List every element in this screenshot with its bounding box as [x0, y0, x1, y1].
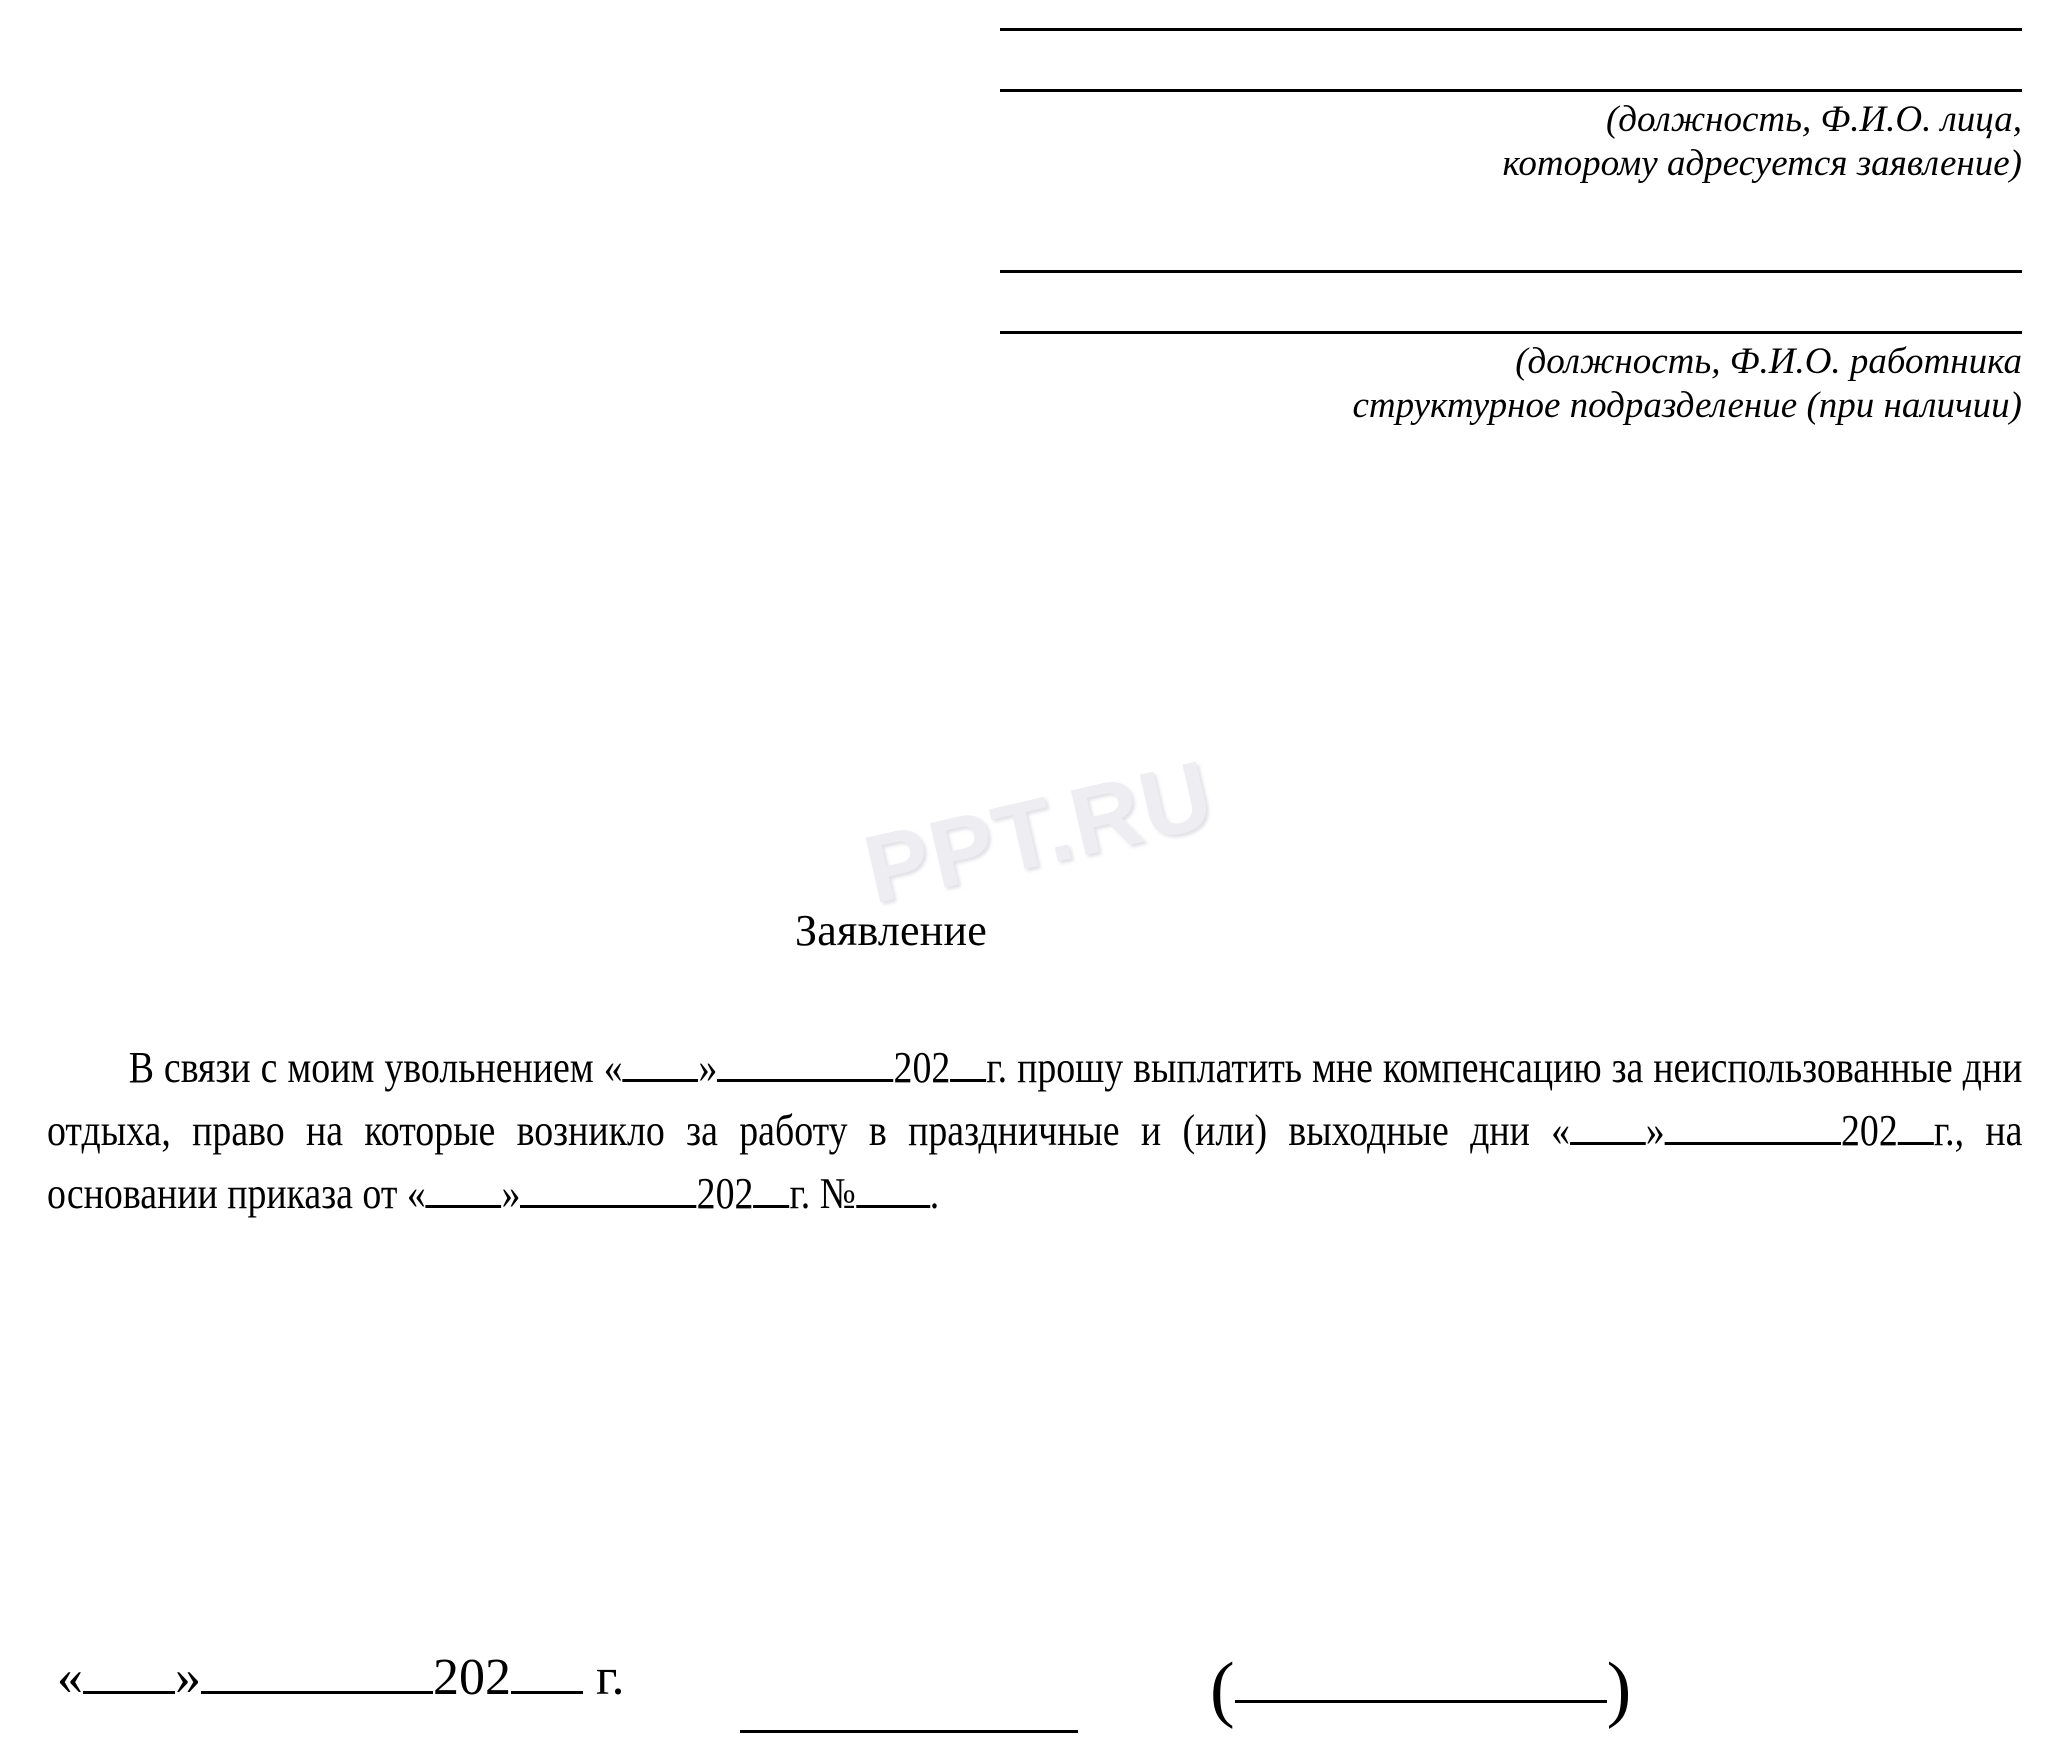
body-seg-10: г. № [789, 1169, 856, 1218]
signature-row [47, 1648, 2022, 1758]
page-title: Заявление [795, 906, 987, 955]
signer-open-paren: ( [1210, 1648, 1235, 1730]
application-body [47, 1036, 2022, 1225]
footer-date [57, 1648, 624, 1707]
body-seg-5: » [1645, 1106, 1665, 1155]
order-day-blank[interactable] [426, 1205, 502, 1208]
signer-name-field [1210, 1648, 1632, 1730]
worked-day-blank[interactable] [1570, 1142, 1646, 1145]
addressee-caption-line-1: (должность, Ф.И.О. лица, [1605, 99, 2022, 140]
addressee-block [1000, 28, 2022, 185]
signature-blank[interactable] [740, 1730, 1078, 1733]
signer-close-paren: ) [1606, 1648, 1632, 1730]
footer-date-open-quote: « [57, 1649, 83, 1706]
order-number-blank[interactable] [856, 1205, 930, 1208]
dismissal-year-blank[interactable] [950, 1079, 986, 1082]
body-seg-7: г., на основании приказа от « [47, 1106, 2023, 1218]
addressee-caption-line-2: которому адресуется заявление) [1502, 142, 2022, 184]
applicant-caption [1000, 340, 2022, 427]
applicant-caption-line-2: структурное подразделение (при наличии) [1352, 384, 2022, 426]
worked-month-blank[interactable] [1665, 1142, 1841, 1145]
applicant-block [1000, 270, 2022, 427]
footer-date-suffix: г. [596, 1649, 625, 1706]
body-seg-4: г. прошу выплатить мне компенсацию за неиспользованные дни отдыха, право на которые возникло за работу в праздничные и (или) выходные дни « [47, 1043, 2023, 1155]
applicant-caption-line-1: (должность, Ф.И.О. работника [1515, 341, 2022, 382]
footer-year-blank[interactable] [511, 1691, 583, 1694]
body-seg-11: . [929, 1169, 940, 1218]
footer-day-blank[interactable] [83, 1691, 175, 1694]
body-seg-1: В связи с моим увольнением « [128, 1043, 623, 1092]
addressee-rule-2[interactable] [1000, 89, 2022, 92]
body-seg-2: » [698, 1043, 718, 1092]
watermark-ppt-ru: PPT.RU [854, 740, 1224, 925]
body-seg-6: 202 [1840, 1106, 1898, 1155]
applicant-rule-2[interactable] [1000, 331, 2022, 334]
footer-date-close-quote: » [175, 1649, 201, 1706]
signer-name-blank[interactable] [1235, 1700, 1607, 1703]
dismissal-day-blank[interactable] [623, 1079, 699, 1082]
footer-month-blank[interactable] [201, 1691, 433, 1694]
worked-year-blank[interactable] [1898, 1142, 1934, 1145]
body-seg-9: 202 [696, 1169, 754, 1218]
dismissal-month-blank[interactable] [717, 1079, 893, 1082]
body-seg-8: » [501, 1169, 521, 1218]
order-month-blank[interactable] [520, 1205, 696, 1208]
order-year-blank[interactable] [753, 1205, 789, 1208]
footer-year-prefix: 202 [433, 1649, 511, 1706]
addressee-caption [1000, 98, 2022, 185]
body-seg-3: 202 [893, 1043, 951, 1092]
